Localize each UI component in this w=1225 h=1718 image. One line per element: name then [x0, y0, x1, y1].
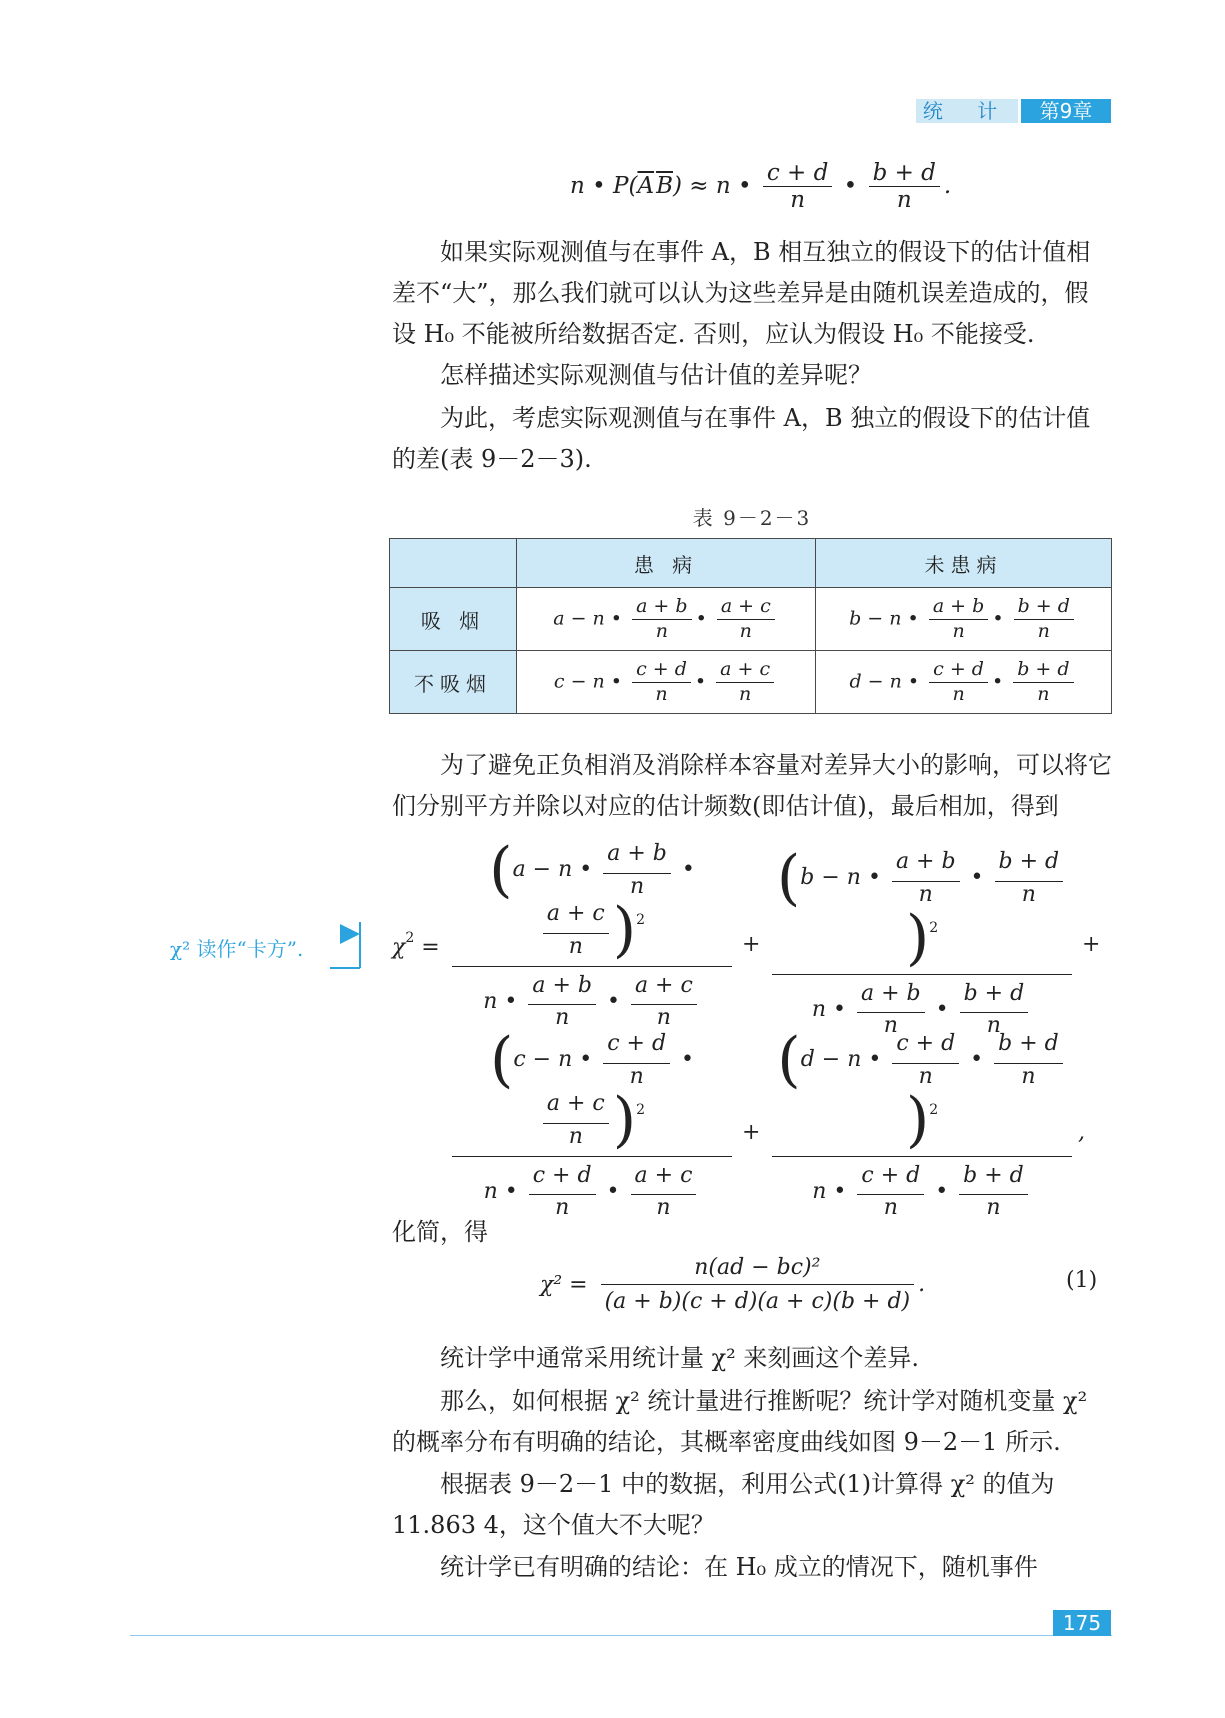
table-cell: b − n • $\frac{a + b}{n}$ • $\frac{b + d}{n}$ [816, 588, 1112, 651]
table-cell: a − n • $\frac{a + b}{n}$ • $\frac{a + c}{n}$ [517, 588, 816, 651]
side-note: χ² 读作“卡方”. [170, 937, 304, 961]
section-label: 统 计 [916, 99, 1018, 123]
paragraph-7: 根据表 9－2－1 中的数据，利用公式(1)计算得 χ² 的值为 11.863 4，这个值大不大呢？ [392, 1470, 1055, 1539]
paragraph-3: 为此，考虑实际观测值与在事件 A，B 独立的假设下的估计值的差(表 9－2－3). [392, 404, 1091, 473]
chapter-label: 第9章 [1021, 99, 1111, 123]
paragraph-5: 统计学中通常采用统计量 χ² 来刻画这个差异. [440, 1344, 920, 1372]
simplify-label: 化简，得 [392, 1218, 488, 1246]
paragraph-6: 那么，如何根据 χ² 统计量进行推断呢？统计学对随机变量 χ² 的概率分布有明确的结论，其概率密度曲线如图 9－2－1 所示. [392, 1387, 1088, 1456]
footer-rule [130, 1635, 1112, 1636]
chi-square-expansion: $\chi^2$ = (a − n • $\frac{a + b}{n}$ • $\frac{a + c}{n}$ )$^2$ n • $\frac{a + b}{n}$ • $\frac{a + c}{n}$ + (b − n • $\frac{a + b}{n}$ • $\frac{b + d}{n}$ )$^2$ n • $\frac{a + b}{n}$ • $\frac{b + d}{n}$ + (c − n • $\frac{c + d}{n}$ • $\frac{a + c}{n}$ )$^2$ n • $\frac{c + d}{n}$ • $\frac{a + c}{n}$ + (d − n • $\frac{c + d}{n}$ • $\frac{b + d}{n}$ )$^2$ n • $\frac{c + d}{n}$ • $\frac{b + d}{n}$ , [392, 835, 1101, 1221]
term-b: (b − n • $\frac{a + b}{n}$ • $\frac{b + d}{n}$ )$^2$ n • $\frac{a + b}{n}$ • $\frac{b + d}{n}$ [772, 848, 1072, 1039]
col-header-sick: 患 病 [517, 539, 816, 588]
flag-icon [330, 920, 366, 970]
table-caption: 表 9－2－3 [692, 506, 812, 530]
page-number: 175 [1053, 1610, 1111, 1636]
chi-lhs: $\chi^2$ = [392, 930, 440, 960]
paragraph-8: 统计学已有明确的结论：在 H₀ 成立的情况下，随机事件 [440, 1553, 1038, 1581]
row-header-smoke: 吸 烟 [390, 588, 517, 651]
contingency-difference-table [389, 538, 1112, 714]
term-c: (c − n • $\frac{c + d}{n}$ • $\frac{a + c}{n}$ )$^2$ n • $\frac{c + d}{n}$ • $\frac{a + c}{n}$ [452, 1030, 732, 1221]
paragraph-1-text: 如果实际观测值与在事件 A，B 相互独立的假设下的估计值相差不“大”，那么我们就可以认为这些差异是由随机误差造成的，假设 H₀ 不能被所给数据否定. 否则，应认为假设 H₀ 不能接受. [392, 238, 1091, 348]
formula-1: χ² = $\frac{\text{n(ad − bc)²}}{(a + b)(c + d)(a + c)(b + d)}$ . [540, 1255, 926, 1315]
paragraph-2: 怎样描述实际观测值与估计值的差异呢？ [440, 361, 872, 389]
table-cell: c − n • $\frac{c + d}{n}$ • $\frac{a + c}{n}$ [517, 651, 816, 714]
row-header-no-smoke: 不吸烟 [390, 651, 517, 714]
term-d: (d − n • $\frac{c + d}{n}$ • $\frac{b + d}{n}$ )$^2$ n • $\frac{c + d}{n}$ • $\frac{b + d}{n}$ [772, 1030, 1072, 1221]
top-equation: n • $P(\overline{A}\overline{B}) \approx n$ • $\frac{c + d}{n}$ • $\frac{b + d}{n}$ . [570, 160, 952, 214]
col-header-not-sick: 未患病 [816, 539, 1112, 588]
formula-1-label: (1) [1066, 1268, 1098, 1293]
term-a: (a − n • $\frac{a + b}{n}$ • $\frac{a + c}{n}$ )$^2$ n • $\frac{a + b}{n}$ • $\frac{a + c}{n}$ [452, 840, 732, 1031]
paragraph-1 [392, 232, 1112, 355]
table-cell: d − n • $\frac{c + d}{n}$ • $\frac{b + d}{n}$ [816, 651, 1112, 714]
paragraph-4: 为了避免正负相消及消除样本容量对差异大小的影响，可以将它们分别平方并除以对应的估计频数(即估计值)，最后相加，得到 [392, 751, 1112, 820]
table-corner [390, 539, 517, 588]
